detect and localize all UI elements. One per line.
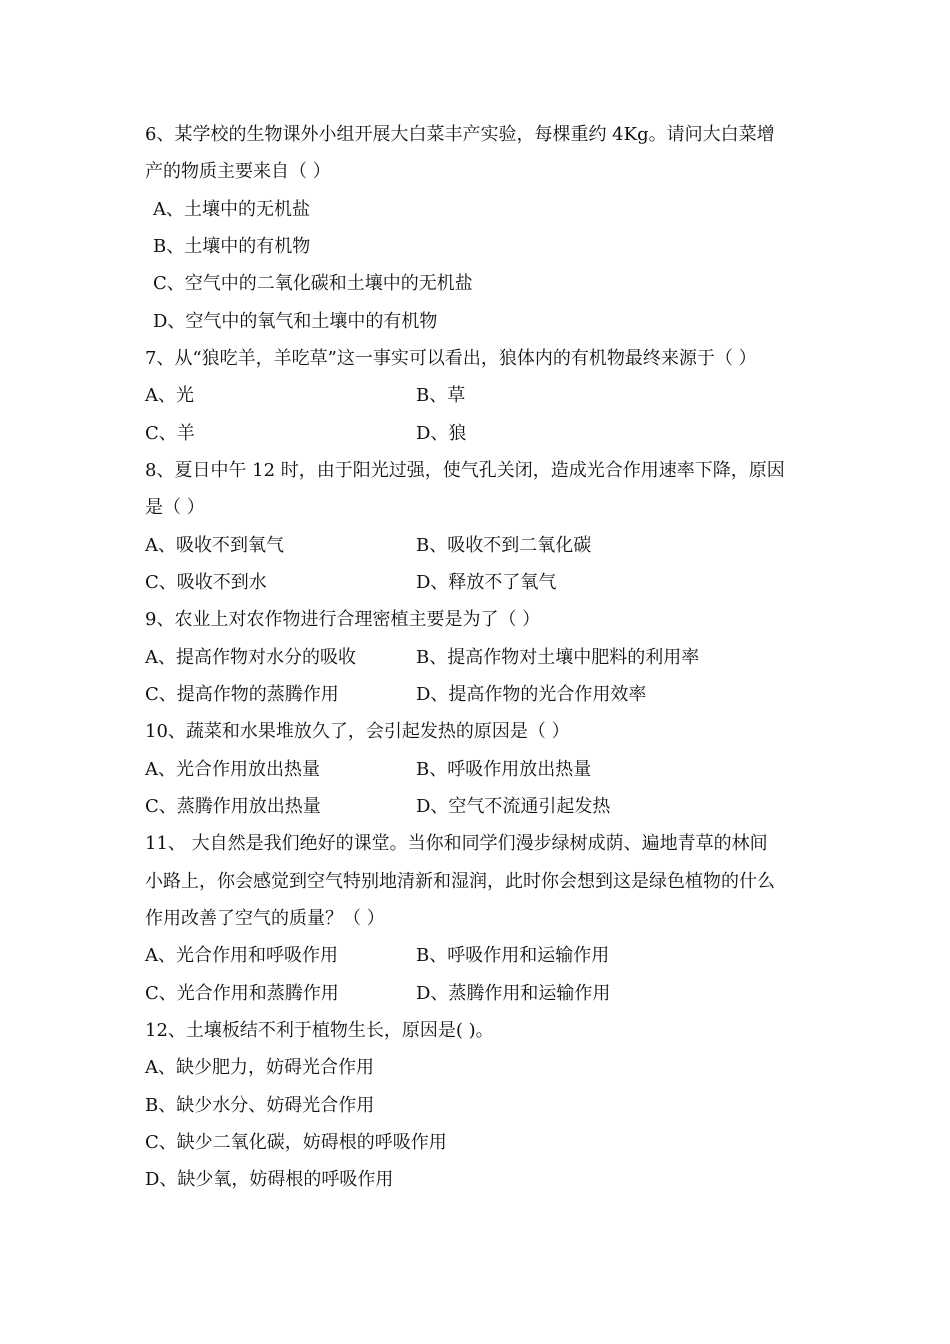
question-10-option-a: A、光合作用放出热量 — [145, 759, 320, 780]
question-6-stem-line-2: 产的物质主要来自（ ） — [145, 161, 331, 182]
question-11-option-b: B、呼吸作用和运输作用 — [416, 945, 610, 966]
question-12-option-a: A、缺少肥力，妨碍光合作用 — [145, 1057, 374, 1078]
question-9-option-a: A、提高作物对水分的吸收 — [145, 647, 356, 668]
question-7-stem: 7、从“狼吃羊，羊吃草”这一事实可以看出，狼体内的有机物最终来源于（ ） — [145, 348, 757, 369]
question-6-option-c: C、空气中的二氧化碳和土壤中的无机盐 — [153, 273, 473, 294]
question-11-option-d: D、蒸腾作用和运输作用 — [416, 983, 611, 1004]
question-6-option-d: D、空气中的氧气和土壤中的有机物 — [153, 311, 438, 332]
question-7-option-d: D、狼 — [416, 423, 467, 444]
question-11-stem-line-1: 11、 大自然是我们绝好的课堂。当你和同学们漫步绿树成荫、遍地青草的林间 — [145, 833, 768, 854]
question-11-option-a: A、光合作用和呼吸作用 — [145, 945, 338, 966]
question-10-option-b: B、呼吸作用放出热量 — [416, 759, 592, 780]
question-7-option-a: A、光 — [145, 385, 194, 406]
question-12-option-c: C、缺少二氧化碳，妨碍根的呼吸作用 — [145, 1132, 447, 1153]
question-6-option-b: B、土壤中的有机物 — [153, 236, 311, 257]
question-12-option-d: D、缺少氧，妨碍根的呼吸作用 — [145, 1169, 394, 1190]
question-12-option-b: B、缺少水分、妨碍光合作用 — [145, 1095, 375, 1116]
question-11-stem-line-3: 作用改善了空气的质量？（ ） — [145, 908, 385, 929]
question-8-option-a: A、吸收不到氧气 — [145, 535, 284, 556]
question-8-option-d: D、释放不了氧气 — [416, 572, 557, 593]
question-9-option-c: C、提高作物的蒸腾作用 — [145, 684, 339, 705]
question-8-stem-line-2: 是（ ） — [145, 497, 205, 518]
question-12-stem: 12、土壤板结不利于植物生长，原因是( )。 — [145, 1020, 494, 1041]
question-8-option-c: C、吸收不到水 — [145, 572, 267, 593]
question-6-option-a: A、土壤中的无机盐 — [153, 199, 310, 220]
question-8-stem-line-1: 8、夏日中午 12 时，由于阳光过强，使气孔关闭，造成光合作用速率下降，原因 — [145, 460, 785, 481]
question-10-option-d: D、空气不流通引起发热 — [416, 796, 611, 817]
question-11-option-c: C、光合作用和蒸腾作用 — [145, 983, 339, 1004]
question-10-option-c: C、蒸腾作用放出热量 — [145, 796, 321, 817]
question-7-option-b: B、草 — [416, 385, 466, 406]
question-8-option-b: B、吸收不到二氧化碳 — [416, 535, 592, 556]
question-9-stem: 9、农业上对农作物进行合理密植主要是为了（ ） — [145, 609, 541, 630]
question-11-stem-line-2: 小路上，你会感觉到空气特别地清新和湿润，此时你会想到这是绿色植物的什么 — [145, 871, 775, 892]
question-9-option-b: B、提高作物对土壤中肥料的利用率 — [416, 647, 700, 668]
question-6-stem-line-1: 6、某学校的生物课外小组开展大白菜丰产实验，每棵重约 4Kg。请问大白菜增 — [145, 124, 775, 145]
question-9-option-d: D、提高作物的光合作用效率 — [416, 684, 647, 705]
question-7-option-c: C、羊 — [145, 423, 195, 444]
question-10-stem: 10、蔬菜和水果堆放久了，会引起发热的原因是（ ） — [145, 721, 570, 742]
